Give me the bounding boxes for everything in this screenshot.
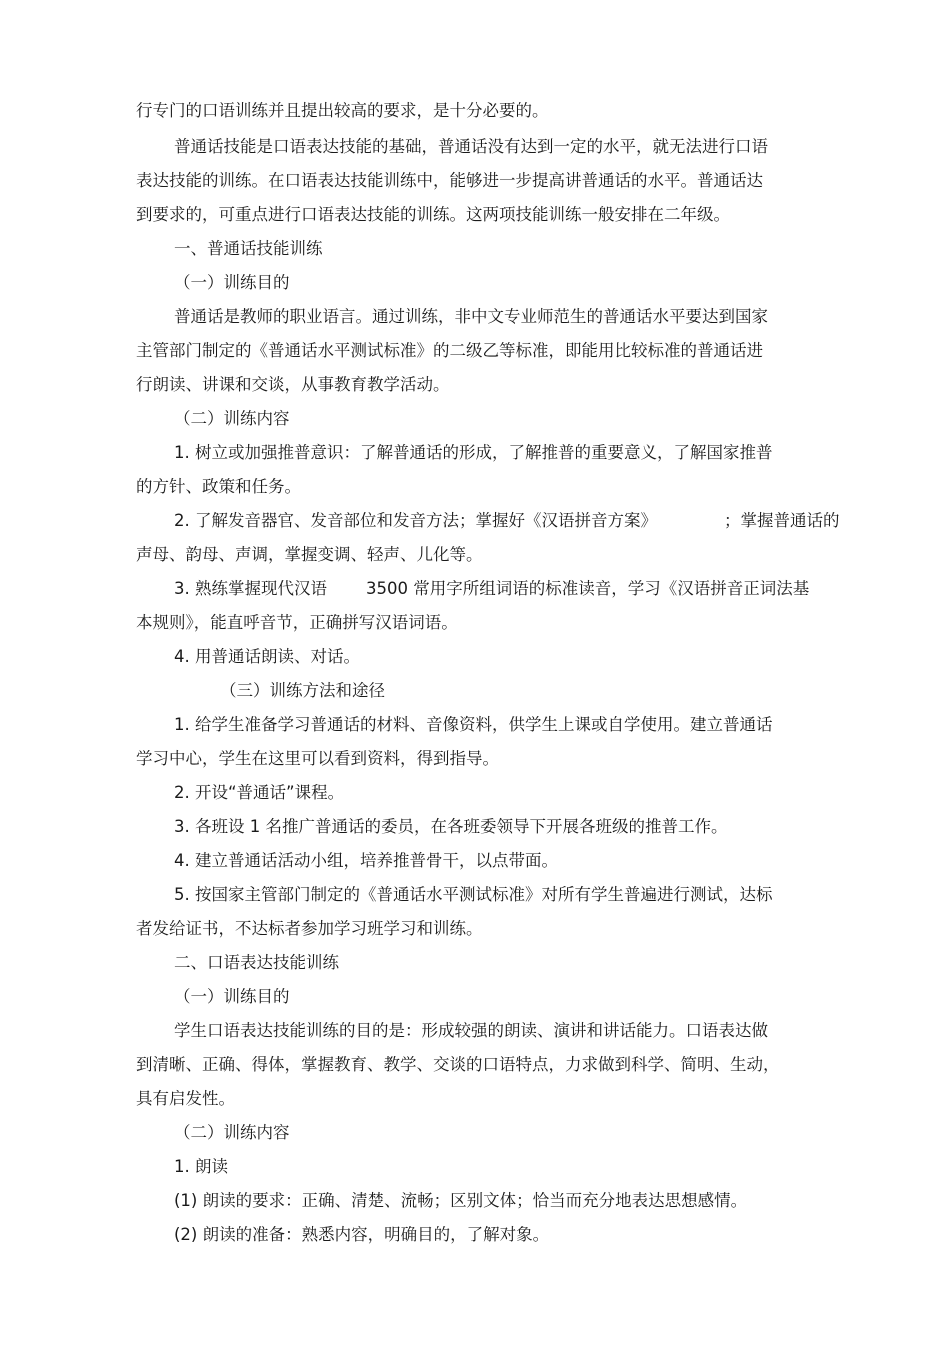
paragraph-line: 行朗读、讲课和交谈，从事教育教学活动。 (136, 375, 450, 394)
paragraph-line: 学生口语表达技能训练的目的是：形成较强的朗读、演讲和讲话能力。口语表达做 (174, 1021, 768, 1040)
subsection-heading: （一）训练目的 (174, 273, 290, 292)
list-item: 4. 用普通话朗读、对话。 (174, 647, 360, 666)
list-item: 2. 开设“普通话”课程。 (174, 783, 345, 802)
list-item: 3. 熟练掌握现代汉语 (174, 579, 327, 598)
paragraph-line: 学习中心，学生在这里可以看到资料，得到指导。 (136, 749, 499, 768)
subsection-heading: （二）训练内容 (174, 409, 290, 428)
paragraph-line: 普通话是教师的职业语言。通过训练，非中文专业师范生的普通话水平要达到国家 (174, 307, 768, 326)
list-item: 2. 了解发音器官、发音部位和发音方法；掌握好《汉语拼音方案》 (174, 511, 657, 530)
list-item: (2) 朗读的准备：熟悉内容，明确目的，了解对象。 (174, 1225, 550, 1244)
paragraph-line: 表达技能的训练。在口语表达技能训练中，能够进一步提高讲普通话的水平。普通话达 (136, 171, 763, 190)
list-item: 5. 按国家主管部门制定的《普通话水平测试标准》对所有学生普遍进行测试，达标 (174, 885, 773, 904)
subsection-heading: （三）训练方法和途径 (220, 681, 385, 700)
paragraph-line: 者发给证书，不达标者参加学习班学习和训练。 (136, 919, 483, 938)
paragraph-line: 具有启发性。 (136, 1089, 235, 1108)
paragraph-line: 声母、韵母、声调，掌握变调、轻声、儿化等。 (136, 545, 483, 564)
paragraph-line: 到清晰、正确、得体，掌握教育、教学、交谈的口语特点，力求做到科学、简明、生动， (136, 1055, 780, 1074)
list-item: 1. 给学生准备学习普通话的材料、音像资料，供学生上课或自学使用。建立普通话 (174, 715, 773, 734)
subsection-heading: （二）训练内容 (174, 1123, 290, 1142)
paragraph-line: 普通话技能是口语表达技能的基础，普通话没有达到一定的水平，就无法进行口语 (174, 137, 768, 156)
paragraph-line: 主管部门制定的《普通话水平测试标准》的二级乙等标准，即能用比较标准的普通话进 (136, 341, 763, 360)
list-item: 4. 建立普通话活动小组，培养推普骨干，以点带面。 (174, 851, 558, 870)
section-heading: 二、口语表达技能训练 (174, 953, 339, 972)
list-item: 1. 朗读 (174, 1157, 228, 1176)
paragraph-line: 行专门的口语训练并且提出较高的要求，是十分必要的。 (136, 101, 549, 120)
list-item: 3. 各班设 1 名推广普通话的委员，在各班委领导下开展各班级的推普工作。 (174, 817, 728, 836)
paragraph-line: 到要求的，可重点进行口语表达技能的训练。这两项技能训练一般安排在二年级。 (136, 205, 730, 224)
section-heading: 一、普通话技能训练 (174, 239, 323, 258)
list-item: (1) 朗读的要求：正确、清楚、流畅；区别文体；恰当而充分地表达思想感情。 (174, 1191, 748, 1210)
paragraph-line: 本规则》，能直呼音节，正确拼写汉语词语。 (136, 613, 458, 632)
paragraph-line: 的方针、政策和任务。 (136, 477, 301, 496)
list-item-continuation: 3500 常用字所组词语的标准读音，学习《汉语拼音正词法基 (366, 579, 810, 598)
list-item-continuation: ；掌握普通话的 (724, 511, 840, 530)
list-item: 1. 树立或加强推普意识：了解普通话的形成，了解推普的重要意义，了解国家推普 (174, 443, 773, 462)
subsection-heading: （一）训练目的 (174, 987, 290, 1006)
